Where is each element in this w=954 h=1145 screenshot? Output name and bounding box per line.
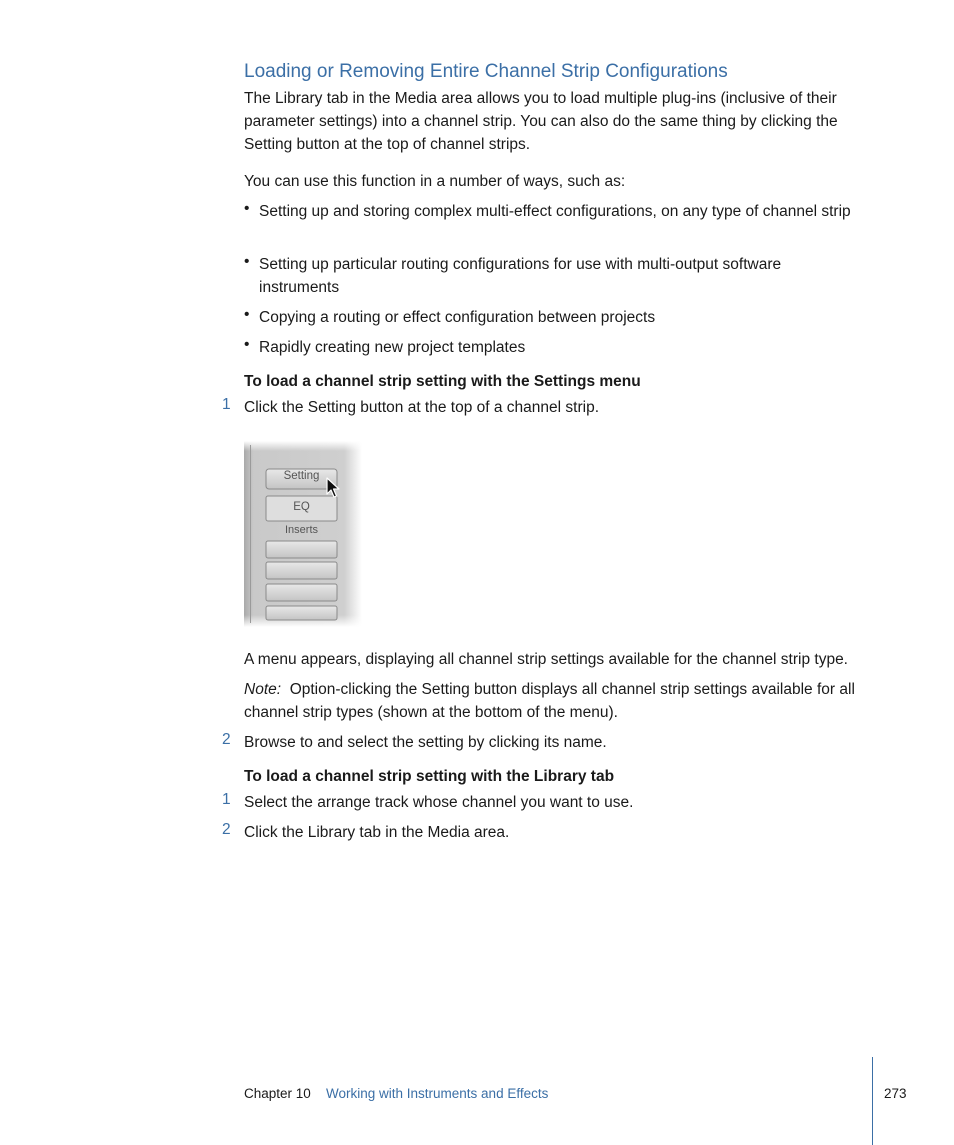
bullet-item: Copying a routing or effect configuration between projects [259, 309, 656, 326]
note-paragraph [244, 678, 874, 724]
channel-strip-figure [244, 441, 362, 627]
setting-button-label: Setting [283, 470, 320, 482]
mouse-pointer-icon [326, 477, 340, 499]
page-number: 273 [884, 1086, 907, 1101]
step-number: 1 [222, 396, 231, 413]
footer-chapter-title: Working with Instruments and Effects [326, 1086, 549, 1101]
bullet-marker: • [244, 336, 250, 353]
inserts-label: Inserts [284, 524, 318, 536]
step-text: Select the arrange track whose channel you want to use. [244, 794, 634, 811]
note-label: Note: [244, 681, 282, 698]
step-text: Browse to and select the setting by clicking its name. [244, 734, 607, 751]
section-title: Loading or Removing Entire Channel Strip Configurations [244, 61, 728, 82]
footer-divider [872, 1057, 873, 1145]
step-number: 2 [222, 731, 231, 748]
bullet-marker: • [244, 253, 250, 270]
task-heading-settings-menu: To load a channel strip setting with the Settings menu [244, 373, 641, 390]
ways-intro: You can use this function in a number of ways, such as: [244, 173, 626, 190]
bullet-item: Setting up particular routing configurations for use with multi-output software instruments [259, 256, 782, 296]
task-heading-library-tab: To load a channel strip setting with the Library tab [244, 768, 615, 785]
menu-appears-text: A menu appears, displaying all channel strip settings available for the channel strip type. [244, 651, 848, 668]
step-number: 1 [222, 791, 231, 808]
bullet-item: Setting up and storing complex multi-effect configurations, on any type of channel strip [259, 203, 851, 220]
intro-paragraph: The Library tab in the Media area allows you to load multiple plug-ins (inclusive of their parameter settings) into a channel strip. You can also do the same thing by clicking the Setting button at the top of channel strips. [244, 90, 838, 153]
step-text: Click the Library tab in the Media area. [244, 824, 510, 841]
note-text: Option-clicking the Setting button displays all channel strip settings available for all channel strip types (shown at the bottom of the menu). [244, 681, 855, 721]
bullet-item: Rapidly creating new project templates [259, 339, 526, 356]
footer-chapter: Chapter 10 [244, 1086, 311, 1101]
step-number: 2 [222, 821, 231, 838]
eq-button-label: EQ [293, 501, 310, 513]
step-text: Click the Setting button at the top of a channel strip. [244, 399, 599, 416]
bullet-marker: • [244, 200, 250, 217]
bullet-marker: • [244, 306, 250, 323]
